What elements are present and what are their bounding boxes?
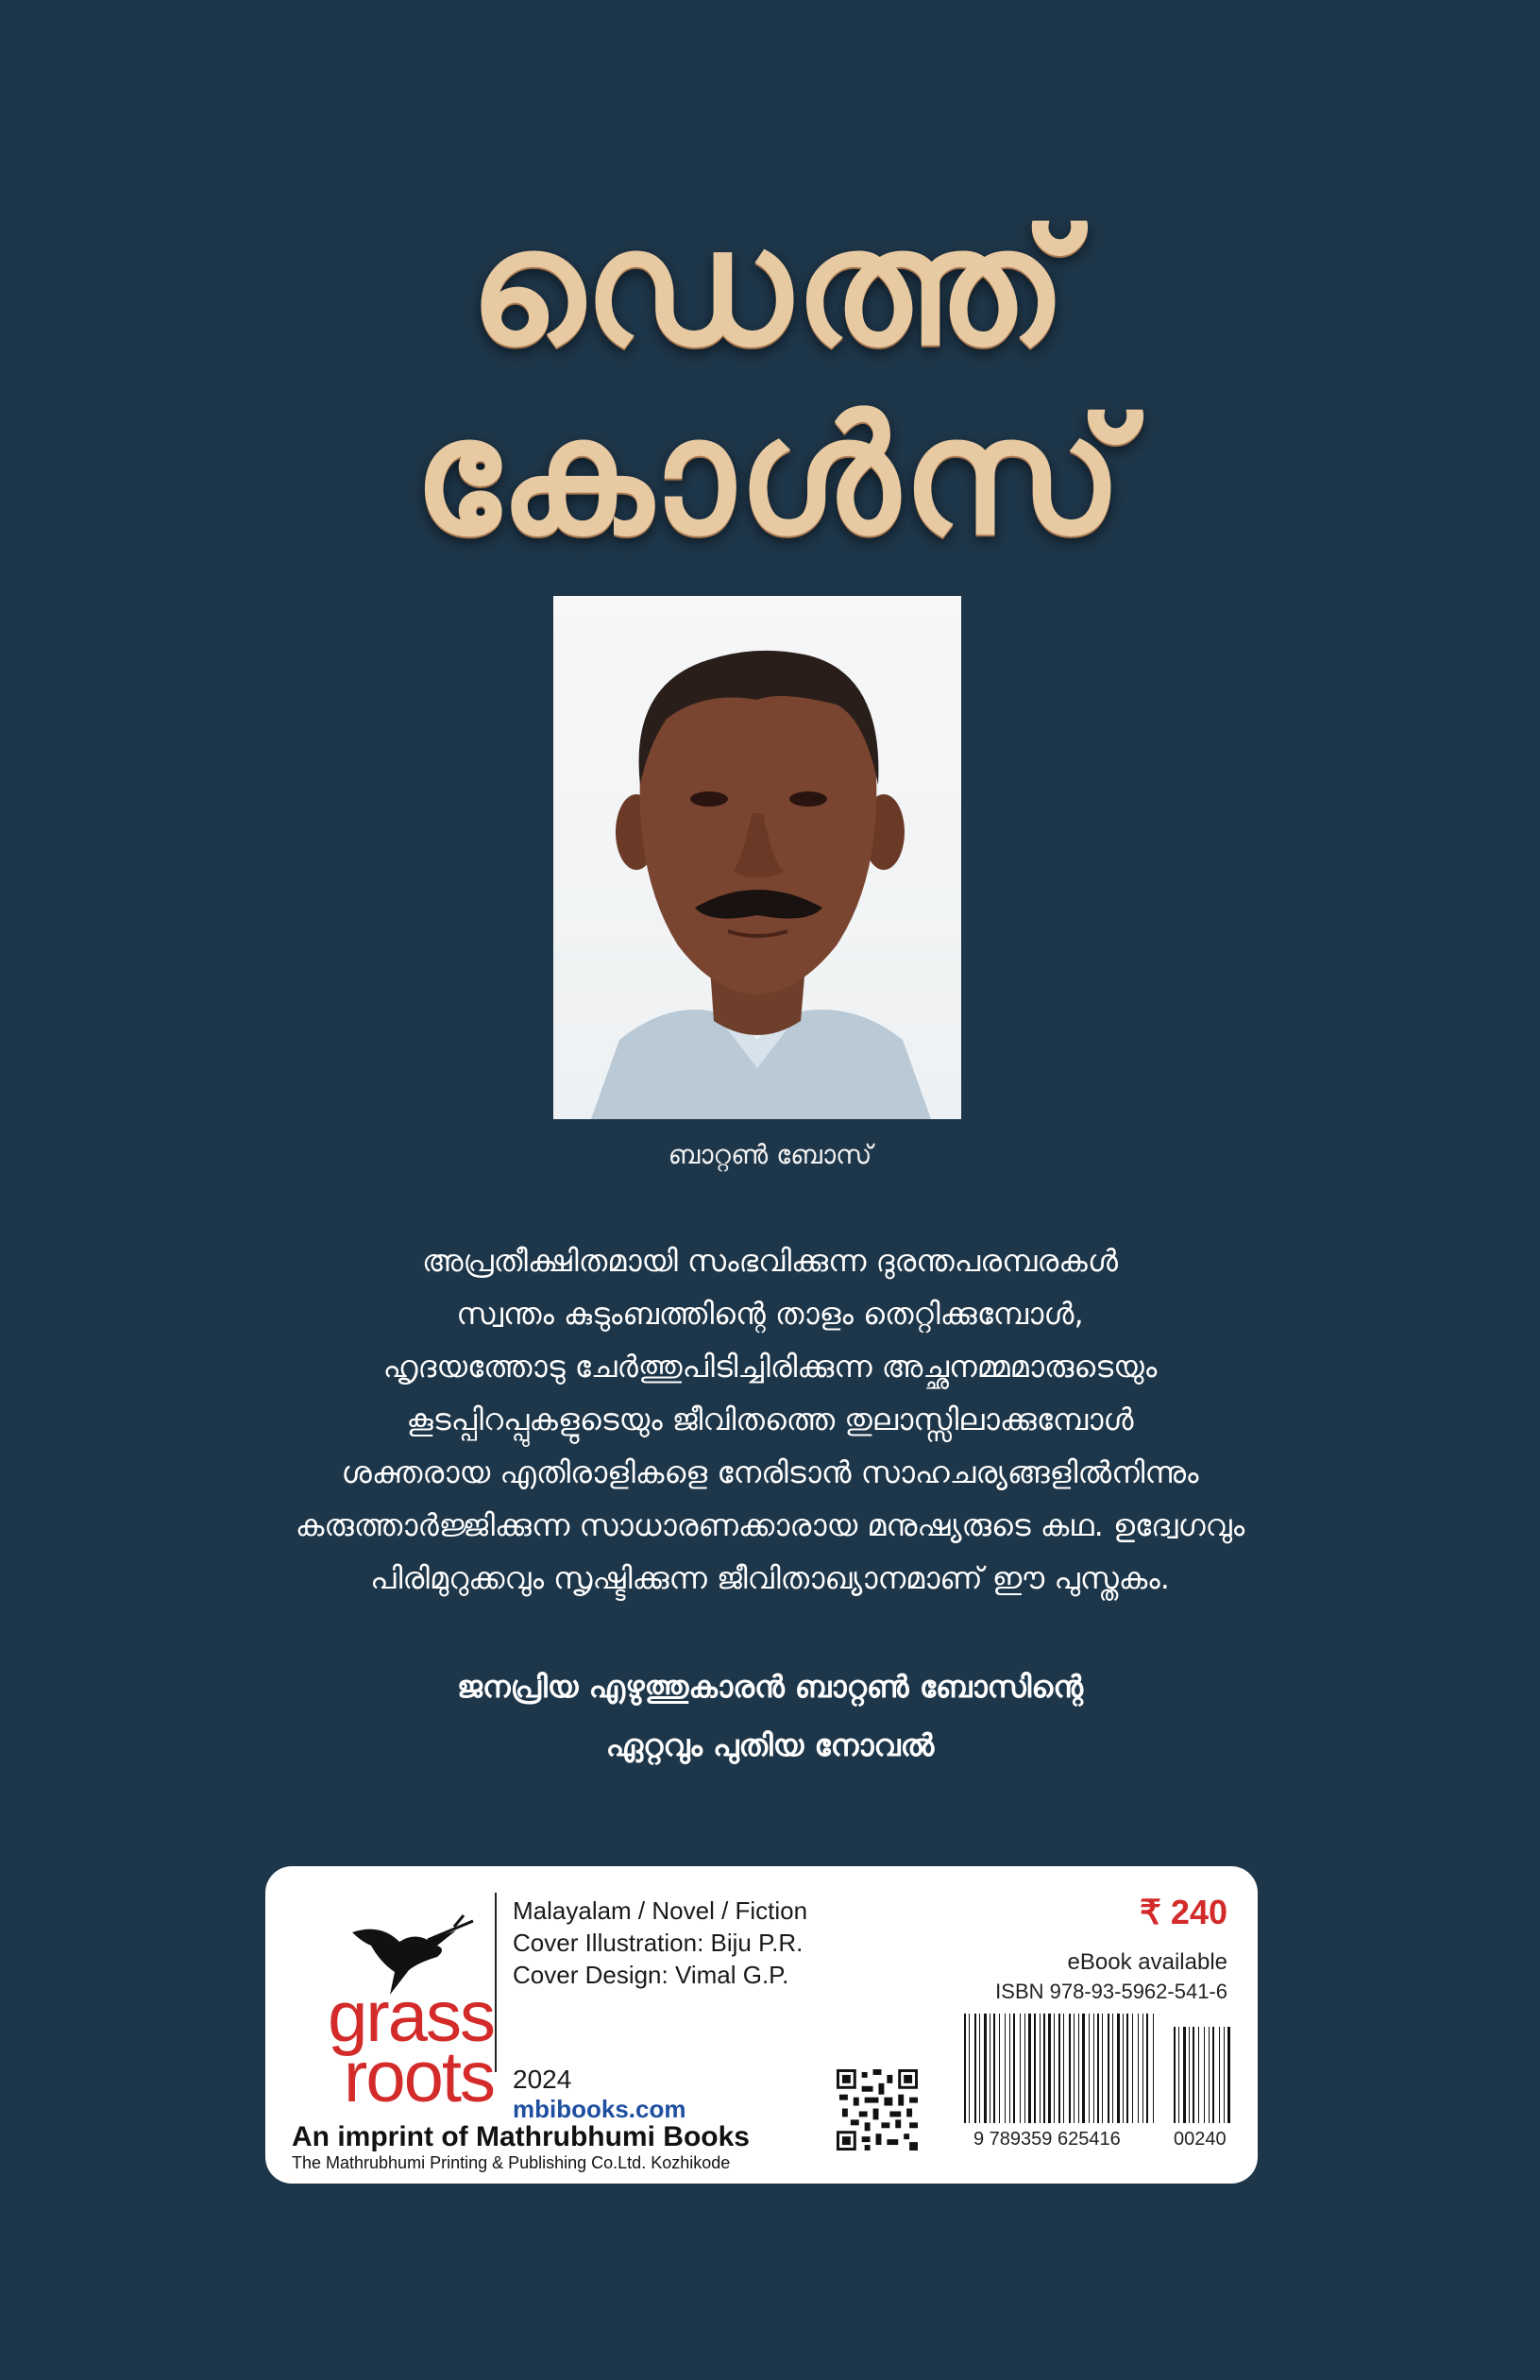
price-label: ₹ 240: [1140, 1893, 1227, 1931]
book-title-line-1: ഡെത്ത്: [468, 195, 1071, 382]
meta-line: Malayalam / Novel / Fiction: [513, 1896, 808, 1925]
author-caption: ബാറ്റൺ ബോസ്: [668, 1139, 872, 1170]
imprint-line: An imprint of Mathrubhumi Books: [292, 2121, 750, 2152]
book-meta: [513, 1895, 807, 1991]
ebook-availability: eBook available: [1067, 1949, 1227, 1975]
website-link[interactable]: mbibooks.com: [513, 2095, 686, 2123]
tagline-line: ജനപ്രിയ എഴുത്തുകാരൻ ബാറ്റൺ ബോസിന്റെ: [456, 1669, 1084, 1705]
publisher-info-card: [265, 1866, 1258, 2184]
isbn-barcode: [960, 2014, 1234, 2123]
barcode-main-number: 9 789359 625416: [973, 2129, 1121, 2150]
publisher-line: The Mathrubhumi Printing & Publishing Co.Ltd. Kozhikode: [292, 2153, 731, 2172]
blurb-line: കരുത്താർജ്ജിക്കുന്ന സാധാരണക്കാരായ മനുഷ്യരുടെ കഥ. ഉദ്വേഗവും: [295, 1507, 1245, 1543]
blurb-line: കൂടപ്പിറപ്പുകളുടെയും ജീവിതത്തെ തുലാസ്സിലാക്കുമ്പോൾ: [406, 1402, 1134, 1437]
author-photo: [553, 596, 961, 1119]
book-title-line-2: കോൾസ്: [413, 383, 1127, 570]
book-blurb: [132, 1234, 1408, 1605]
blurb-line: ഹൃദയത്തോടു ചേർത്തുപിടിച്ചിരിക്കുന്ന അച്ഛനമ്മമാരുടെയും: [382, 1349, 1158, 1385]
isbn-number: ISBN 978-93-5962-541-6: [995, 1980, 1227, 2003]
blurb-line: ശക്തരായ എതിരാളികളെ നേരിടാൻ സാഹചര്യങ്ങളിൽനിന്നും: [341, 1454, 1199, 1490]
blurb-line: സ്വന്തം കുടുംബത്തിന്റെ താളം തെറ്റിക്കുമ്പോൾ,: [456, 1296, 1084, 1332]
blurb-line: അപ്രതീക്ഷിതമായി സംഭവിക്കുന്ന ദുരന്തപരമ്പരകൾ: [422, 1243, 1118, 1279]
qr-code-icon: [837, 2069, 918, 2150]
tagline: [0, 1658, 1540, 1775]
publication-year: 2024: [513, 2065, 572, 2094]
meta-line: Cover Design: Vimal G.P.: [513, 1961, 789, 1989]
tagline-line: ഏറ്റവും പുതിയ നോവൽ: [605, 1727, 935, 1763]
barcode-addon-number: 00240: [1174, 2129, 1227, 2150]
meta-line: Cover Illustration: Biju P.R.: [513, 1929, 804, 1957]
divider: [495, 1893, 497, 2072]
blurb-line: പിരിമുറുക്കവും സൃഷ്ടിക്കുന്ന ജീവിതാഖ്യാനമാണ് ഈ പുസ്തകം.: [370, 1560, 1170, 1596]
grassroots-logo: grass roots: [328, 1977, 494, 2117]
